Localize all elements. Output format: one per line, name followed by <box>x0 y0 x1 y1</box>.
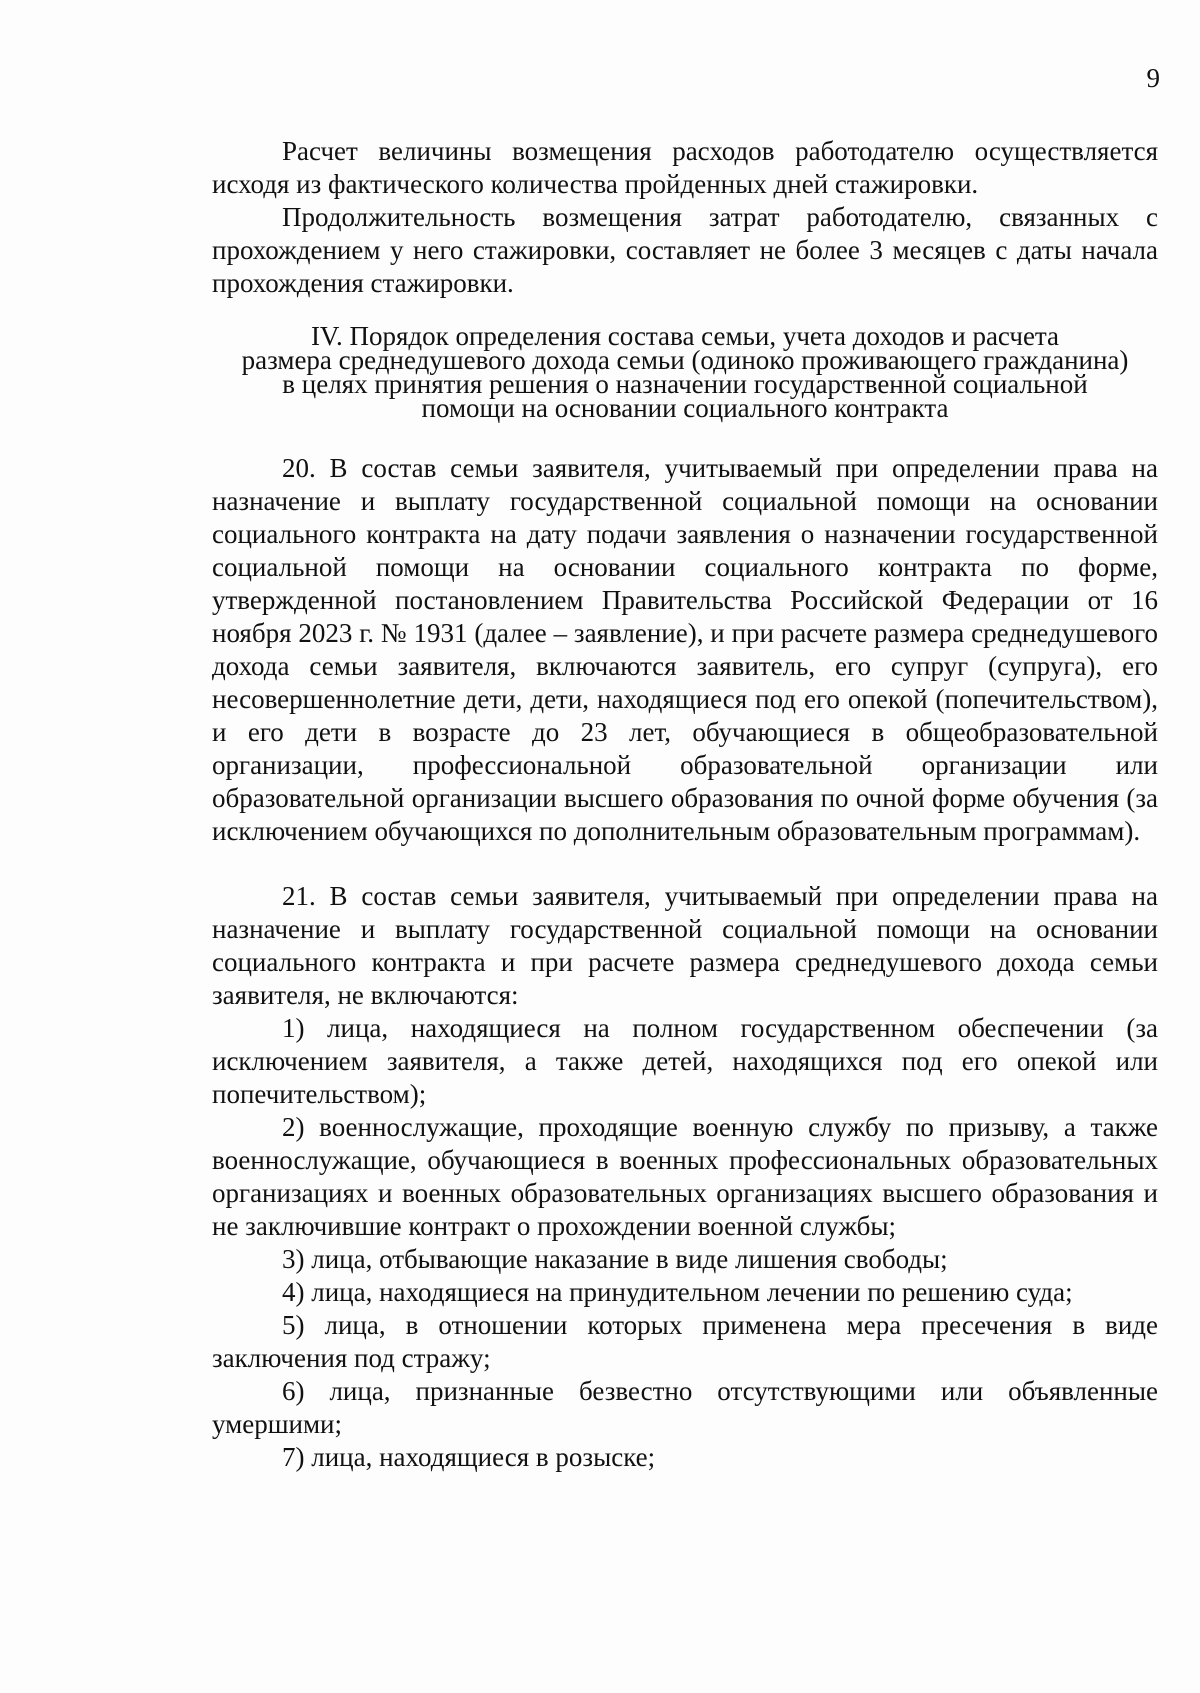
paragraph-reimbursement-duration: Продолжительность возмещения затрат работодателю, связанных с прохождением у него стажировки, составляет не более 3 месяцев с даты начала прохождения стажировки. <box>212 202 1158 298</box>
clause-21-intro: 21. В состав семьи заявителя, учитываемый при определении права на назначение и выплату государственной социальной помощи на основании социального контракта и при расчете размера среднедушевого дохода семьи заявителя, не включаются: <box>212 881 1158 1010</box>
clause-20: 20. В состав семьи заявителя, учитываемый при определении права на назначение и выплату государственной социальной помощи на основании социального контракта на дату подачи заявления о назначении государственной социальной помощи на основании социального контракта по форме, утвержденной постановлением Правительства Российской Федерации от 16 ноября 2023 г. № 1931 (далее – заявление), и при расчете размера среднедушевого дохода семьи заявителя, включаются заявитель, его супруг (супруга), его несовершеннолетние дети, дети, находящиеся под его опекой (попечительством), и его дети в возрасте до 23 лет, обучающиеся в общеобразовательной организации, профессиональной образовательной организации или образовательной организации высшего образования по очной форме обучения (за исключением обучающихся по дополнительным образовательным программам). <box>212 453 1158 846</box>
clause-21-item-4: 4) лица, находящиеся на принудительном лечении по решению суда; <box>282 1277 1073 1307</box>
document-body <box>212 135 1158 1474</box>
clause-21-item-5: 5) лица, в отношении которых применена мера пресечения в виде заключения под стражу; <box>212 1310 1158 1373</box>
clause-21-item-6: 6) лица, признанные безвестно отсутствующими или объявленные умершими; <box>212 1376 1158 1439</box>
paragraph-gap <box>212 848 1158 880</box>
clause-21-item-3: 3) лица, отбывающие наказание в виде лишения свободы; <box>282 1244 948 1274</box>
section-heading-line: IV. Порядок определения состава семьи, учета доходов и расчета <box>310 321 1060 351</box>
section-heading-line: размера среднедушевого дохода семьи (одиноко проживающего гражданина) <box>241 345 1129 375</box>
clause-21-item-2: 2) военнослужащие, проходящие военную службу по призыву, а также военнослужащие, обучающиеся в военных профессиональных образовательных организациях и военных образовательных организациях высшего образования и не заключившие контракт о прохождении военной службы; <box>212 1112 1158 1241</box>
section-heading-iv <box>212 321 1158 423</box>
section-heading-line: в целях принятия решения о назначении государственной социальной <box>282 369 1088 399</box>
paragraph-reimbursement-calculation: Расчет величины возмещения расходов работодателю осуществляется исходя из фактического количества пройденных дней стажировки. <box>212 136 1158 199</box>
section-heading-line: помощи на основании социального контракта <box>421 393 949 423</box>
clause-21-item-7: 7) лица, находящиеся в розыске; <box>282 1442 656 1472</box>
page-number: 9 <box>1146 63 1160 93</box>
clause-21-item-1: 1) лица, находящиеся на полном государственном обеспечении (за исключением заявителя, а также детей, находящихся под его опекой или попечительством); <box>212 1013 1158 1109</box>
